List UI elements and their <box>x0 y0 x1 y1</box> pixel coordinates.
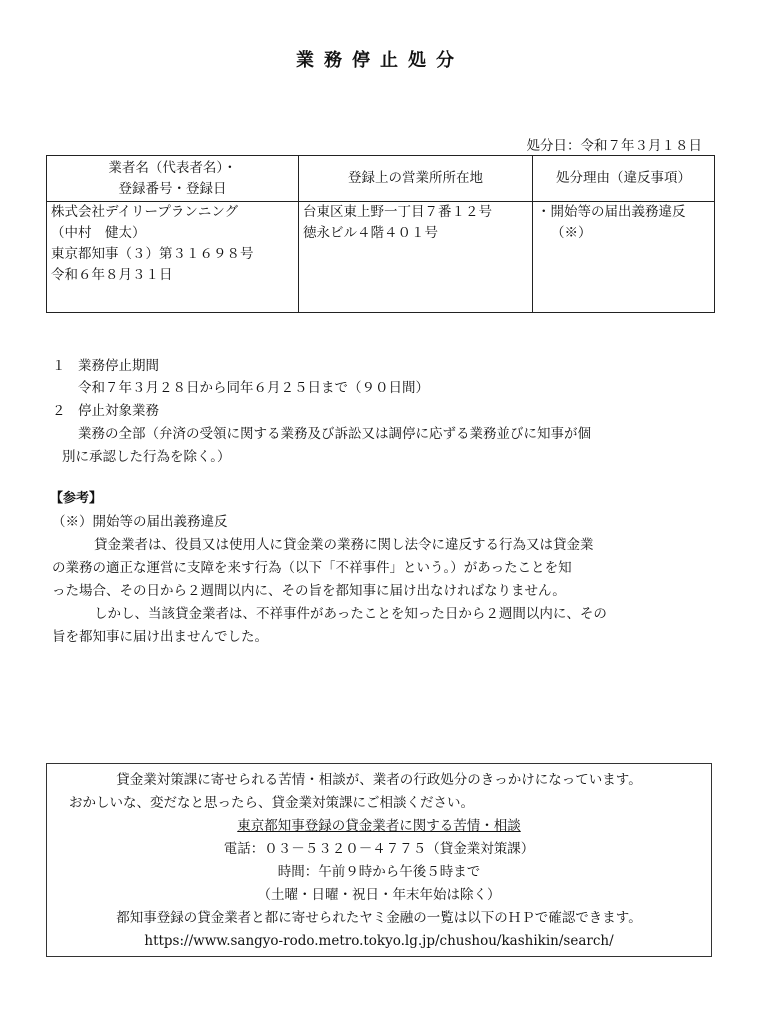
header-business <box>47 156 299 202</box>
address-line1: 台東区東上野一丁目７番１２号 <box>303 204 492 220</box>
reference-para1-line2: の業務の適正な運営に支障を来す行為（以下「不祥事件」という。）があったことを知 <box>52 560 572 576</box>
consult-hours: 時間：午前９時から午後５時まで <box>277 864 481 880</box>
section-2-title: 停止対象業務 <box>78 403 159 419</box>
consult-phone: 電話：０３－５３２０－４７７５（貸金業対策課） <box>223 841 535 857</box>
reference-para1-line3: った場合、その日から２週間以内に、その旨を都知事に届け出なければなりません。 <box>52 583 566 599</box>
header-reason: 処分理由（違反事項） <box>533 156 715 202</box>
address-line2: 徳永ビル４階４０１号 <box>303 225 438 241</box>
section-2-body-line2: 別に承認した行為を除く。） <box>62 449 231 465</box>
section-1-heading <box>52 358 159 374</box>
reason-note: （※） <box>551 225 592 241</box>
registration-number: 東京都知事（３）第３１６９８号 <box>51 246 254 262</box>
header-address: 登録上の営業所所在地 <box>299 156 533 202</box>
section-1-body: 令和７年３月２８日から同年６月２５日まで（９０日間） <box>78 380 429 396</box>
consultation-box <box>46 763 712 957</box>
cell-reason <box>533 202 715 313</box>
consult-heading-wrap <box>47 818 711 834</box>
table-header-row <box>47 156 715 202</box>
page-title: 業務停止処分 <box>296 50 464 71</box>
header-business-line1: 業者名（代表者名）・ <box>108 160 237 177</box>
company-name: 株式会社デイリープランニング <box>51 204 239 220</box>
section-2-body-line1: 業務の全部（弁済の受領に関する業務及び訴訟又は調停に応ずる業務並びに知事が個 <box>78 426 591 442</box>
cell-address <box>299 202 533 313</box>
reference-heading: 【参考】 <box>50 491 103 506</box>
consult-url-link[interactable]: https://www.sangyo-rodo.metro.tokyo.lg.jp/chushou/kashikin/search/ <box>144 933 614 949</box>
reference-para1-line1: 貸金業者は、役員又は使用人に貸金業の業務に関し法令に違反する行為又は貸金業 <box>94 537 594 553</box>
consult-list-note: 都知事登録の貸金業者と都に寄せられたヤミ金融の一覧は以下のＨＰで確認できます。 <box>116 910 642 926</box>
disposal-date: 処分日：令和７年３月１８日 <box>526 138 702 154</box>
reference-note-title: （※）開始等の届出義務違反 <box>52 514 228 530</box>
header-business-line2: 登録番号・登録日 <box>118 180 227 197</box>
section-1-title: 業務停止期間 <box>78 358 159 374</box>
consult-line1: 貸金業対策課に寄せられる苦情・相談が、業者の行政処分のきっかけになっています。 <box>116 772 642 788</box>
consult-heading: 東京都知事登録の貸金業者に関する苦情・相談 <box>237 818 521 834</box>
representative-name: （中村 健太） <box>51 225 146 241</box>
reference-para2-line2: 旨を都知事に届け出ませんでした。 <box>52 629 268 645</box>
table-row <box>47 202 715 313</box>
reason-item: ・開始等の届出義務違反 <box>537 204 686 220</box>
registration-date: 令和６年８月３１日 <box>51 267 173 283</box>
reference-para2-line1: しかし、当該貸金業者は、不祥事件があったことを知った日から２週間以内に、その <box>94 606 607 622</box>
section-1-number: １ <box>52 358 66 374</box>
violator-table <box>46 155 715 313</box>
consult-line2: おかしいな、変だなと思ったら、貸金業対策課にご相談ください。 <box>69 795 474 811</box>
section-2-number: ２ <box>52 403 66 419</box>
cell-business <box>47 202 299 313</box>
consult-closed-days: （土曜・日曜・祝日・年末年始は除く） <box>257 887 501 903</box>
section-2-heading <box>52 403 159 419</box>
